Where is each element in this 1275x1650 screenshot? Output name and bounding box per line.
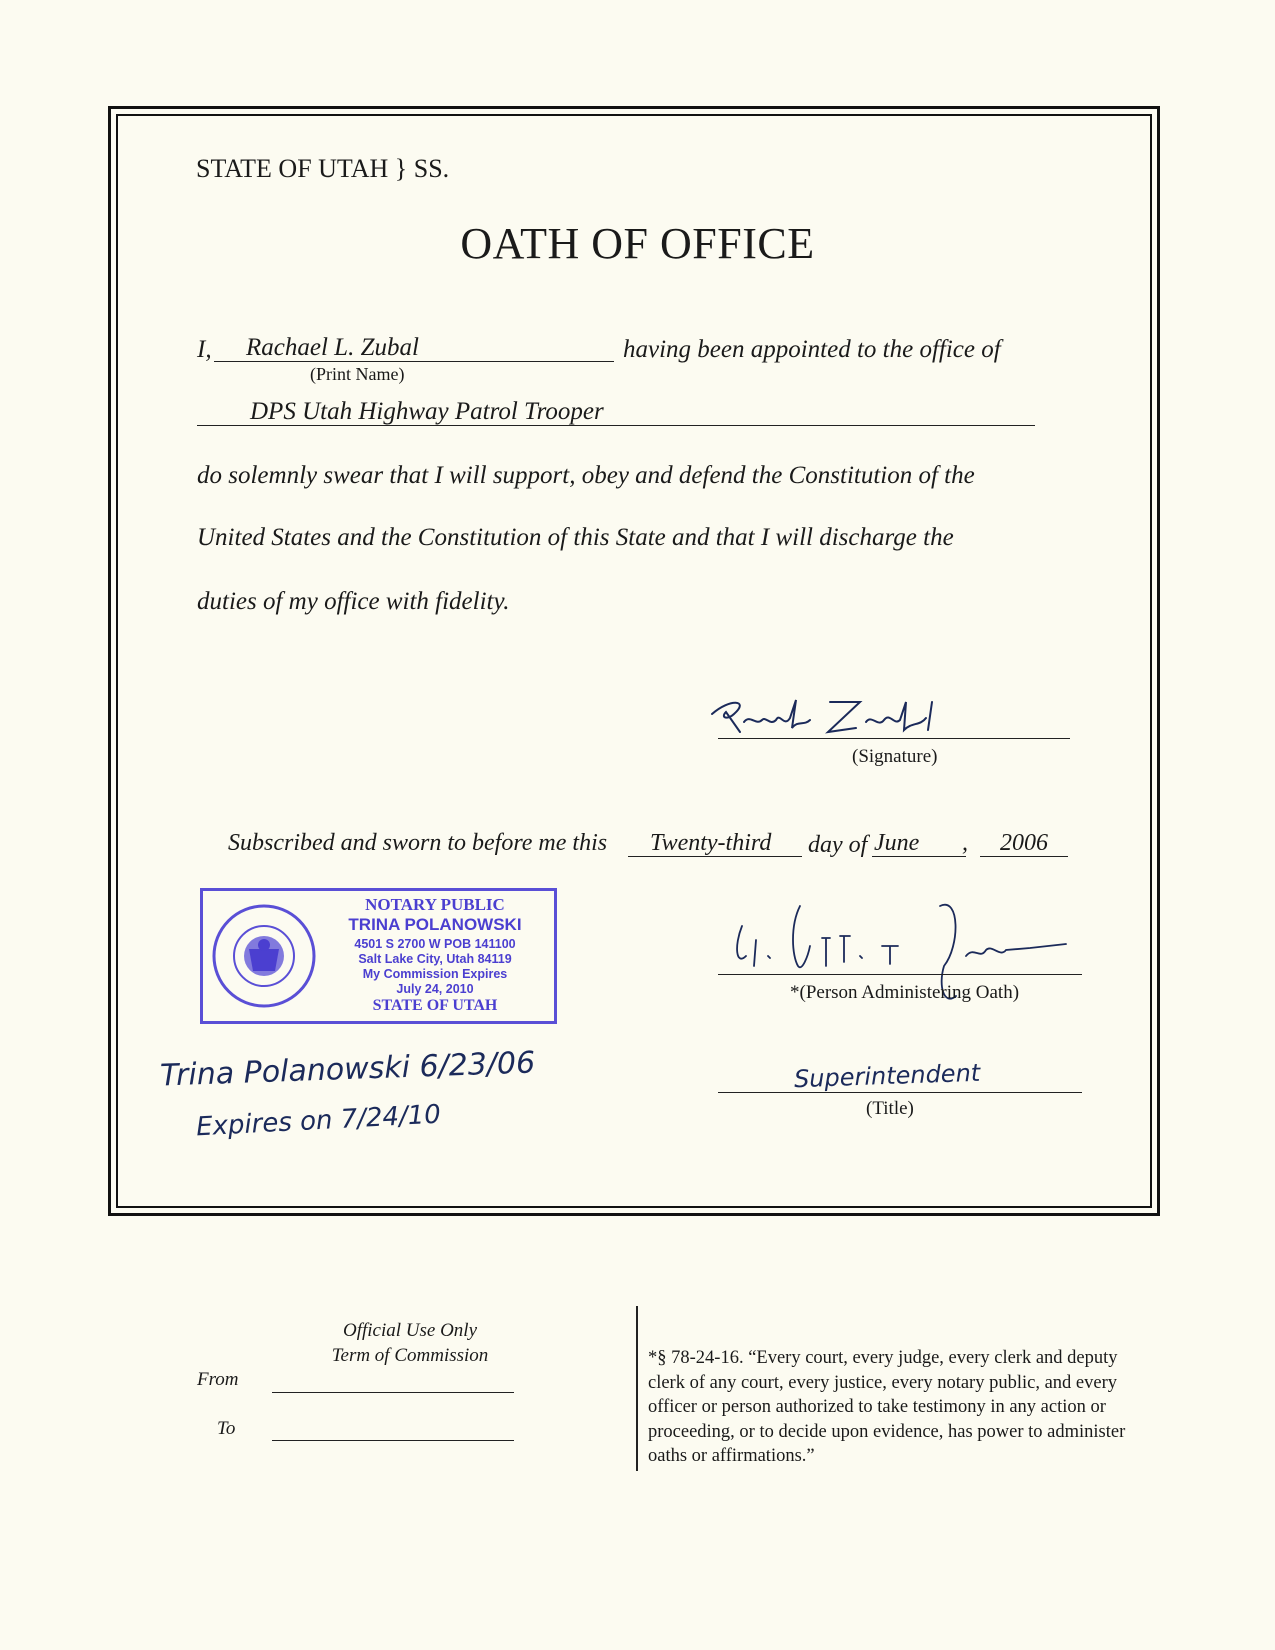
state-seal-icon [211, 899, 317, 1013]
subscribed-year: 2006 [1000, 830, 1048, 856]
oath-pronoun: I, [197, 336, 212, 363]
stamp-line-commission: My Commission Expires [362, 967, 508, 981]
stamp-line-address: 4501 S 2700 W POB 141100 [354, 937, 516, 951]
document-border-inner [116, 114, 1152, 1208]
administrator-caption: *(Person Administering Oath) [790, 982, 1020, 1003]
subscribed-prefix: Subscribed and sworn to before me this [228, 830, 608, 856]
term-of-commission-heading: Term of Commission [331, 1345, 489, 1366]
notary-stamp [200, 888, 557, 1024]
administrator-line [718, 948, 1082, 975]
stamp-line-state: STATE OF UTAH [372, 997, 498, 1014]
footer-divider [636, 1306, 638, 1471]
signature-line [718, 712, 1070, 739]
subscribed-day: Twenty-third [650, 830, 772, 856]
to-label: To [217, 1418, 236, 1439]
stamp-line-city: Salt Lake City, Utah 84119 [358, 952, 512, 966]
appointed-text: having been appointed to the office of [623, 336, 1001, 363]
stamp-line-notary: NOTARY PUBLIC [365, 895, 505, 914]
from-field[interactable] [272, 1370, 514, 1393]
official-use-heading: Official Use Only [342, 1320, 478, 1341]
subscribed-day-of: day of [808, 832, 868, 858]
title-handwritten: Superintendent [793, 1058, 981, 1094]
stamp-line-expiry: July 24, 2010 [396, 982, 474, 996]
title-caption: (Title) [866, 1098, 914, 1119]
title-line [718, 1066, 1082, 1093]
statute-text: *§ 78-24-16. “Every court, every judge, every clerk and deputy clerk of any court, every justice, every notary public, and every officer or person authorized to take testimony in any action or proceeding, or to decide upon evidence, has power to administer oaths or affirmations.” [648, 1348, 1126, 1466]
subscribed-month: June [874, 830, 920, 856]
oath-line-1: do solemnly swear that I will support, obey and defend the Constitution of the [197, 462, 975, 489]
notary-signature-handwritten: Trina Polanowski 6/23/06 [159, 1045, 536, 1094]
to-field[interactable] [272, 1418, 514, 1441]
oath-line-2: United States and the Constitution of this State and that I will discharge the [197, 524, 954, 551]
oath-name: Rachael L. Zubal [246, 334, 419, 361]
oath-line-3: duties of my office with fidelity. [197, 588, 510, 615]
state-heading: STATE OF UTAH } SS. [196, 154, 450, 183]
stamp-line-name: TRINA POLANOWSKI [348, 915, 522, 934]
signature-caption: (Signature) [852, 746, 938, 767]
print-name-caption: (Print Name) [310, 364, 405, 384]
document-title: OATH OF OFFICE [460, 219, 815, 268]
from-label: From [197, 1369, 239, 1390]
notary-expiry-handwritten: Expires on 7/24/10 [195, 1099, 442, 1143]
oath-office: DPS Utah Highway Patrol Trooper [250, 398, 604, 425]
subscribed-comma: , [962, 830, 968, 856]
